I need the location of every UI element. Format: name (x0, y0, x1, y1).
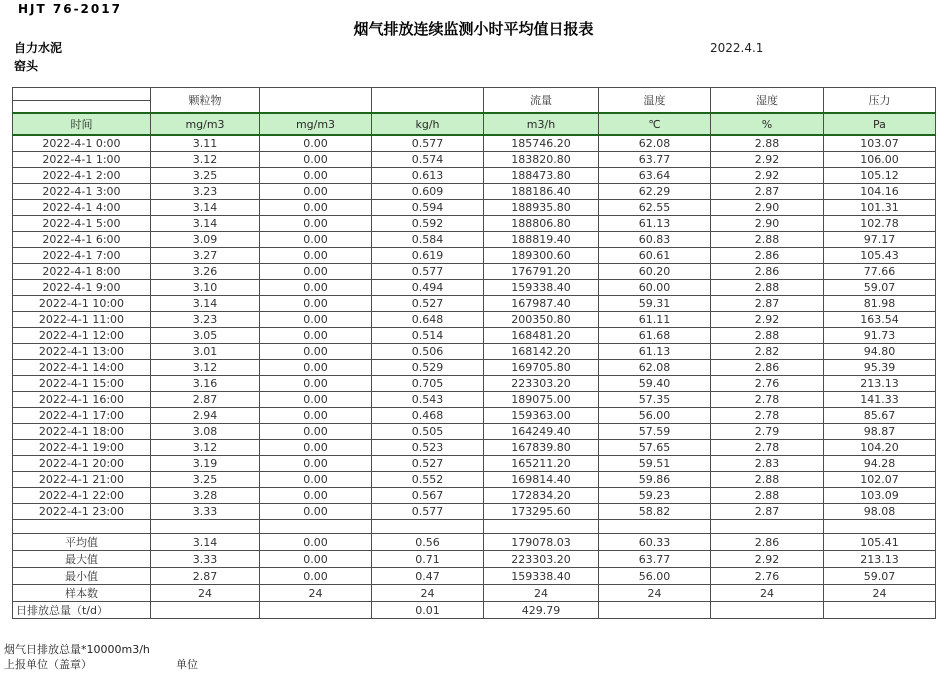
value-cell: 2.86 (711, 360, 824, 376)
value-cell: 0.00 (260, 296, 372, 312)
value-cell (599, 520, 711, 534)
flue-gas-total-note: 烟气日排放总量*10000m3/h (4, 643, 150, 656)
row-label-cell: 平均值 (13, 534, 151, 551)
value-cell: 188819.40 (484, 232, 599, 248)
value-cell: 60.83 (599, 232, 711, 248)
hourly-data-row (13, 424, 936, 440)
value-cell: 59.40 (599, 376, 711, 392)
value-cell: 81.98 (824, 296, 936, 312)
value-cell: 102.78 (824, 216, 936, 232)
value-cell: 172834.20 (484, 488, 599, 504)
value-cell: 59.07 (824, 280, 936, 296)
value-cell: 0.609 (372, 184, 484, 200)
hourly-data-row (13, 248, 936, 264)
value-cell: 0.00 (260, 344, 372, 360)
col-group-blank-2 (372, 88, 484, 114)
row-label-cell: 2022-4-1 4:00 (13, 200, 151, 216)
value-cell: 188186.40 (484, 184, 599, 200)
row-label-cell: 最小值 (13, 568, 151, 585)
value-cell: 185746.20 (484, 135, 599, 152)
value-cell: 60.00 (599, 280, 711, 296)
value-cell: 2.86 (711, 248, 824, 264)
value-cell: 0.594 (372, 200, 484, 216)
value-cell: 188806.80 (484, 216, 599, 232)
value-cell: 97.17 (824, 232, 936, 248)
value-cell: 105.41 (824, 534, 936, 551)
value-cell: 213.13 (824, 376, 936, 392)
value-cell: 77.66 (824, 264, 936, 280)
value-cell: 159338.40 (484, 568, 599, 585)
group-header-row (13, 88, 936, 101)
value-cell: 2.86 (711, 534, 824, 551)
value-cell (151, 520, 260, 534)
value-cell: 0.00 (260, 168, 372, 184)
value-cell: 2.92 (711, 168, 824, 184)
value-cell: 169705.80 (484, 360, 599, 376)
unit-pa: Pa (824, 113, 936, 135)
header-spacer-top-cell (13, 88, 151, 101)
value-cell: 3.14 (151, 296, 260, 312)
monitoring-data-table (12, 87, 936, 619)
row-label-cell: 样本数 (13, 585, 151, 602)
value-cell: 24 (260, 585, 372, 602)
summary-row (13, 551, 936, 568)
value-cell: 0.00 (260, 440, 372, 456)
hourly-data-row (13, 504, 936, 520)
hourly-data-row (13, 280, 936, 296)
value-cell: 0.00 (260, 248, 372, 264)
row-label-cell: 2022-4-1 23:00 (13, 504, 151, 520)
value-cell: 3.28 (151, 488, 260, 504)
value-cell: 91.73 (824, 328, 936, 344)
hourly-data-row (13, 168, 936, 184)
value-cell: 0.00 (260, 360, 372, 376)
value-cell: 3.23 (151, 184, 260, 200)
value-cell (824, 520, 936, 534)
hourly-data-row (13, 312, 936, 328)
value-cell: 2.88 (711, 135, 824, 152)
hourly-data-row (13, 488, 936, 504)
value-cell: 163.54 (824, 312, 936, 328)
value-cell: 57.65 (599, 440, 711, 456)
value-cell (711, 520, 824, 534)
row-label-cell: 2022-4-1 2:00 (13, 168, 151, 184)
value-cell: 2.82 (711, 344, 824, 360)
value-cell: 2.92 (711, 152, 824, 168)
hourly-data-row (13, 328, 936, 344)
value-cell: 0.00 (260, 312, 372, 328)
value-cell (599, 602, 711, 619)
value-cell: 2.86 (711, 264, 824, 280)
value-cell: 189300.60 (484, 248, 599, 264)
value-cell: 0.56 (372, 534, 484, 551)
value-cell: 62.55 (599, 200, 711, 216)
value-cell: 2.83 (711, 456, 824, 472)
row-label-cell: 日排放总量（t/d） (13, 602, 151, 619)
value-cell: 0.00 (260, 232, 372, 248)
value-cell: 2.76 (711, 376, 824, 392)
value-cell: 0.527 (372, 296, 484, 312)
value-cell: 2.76 (711, 568, 824, 585)
value-cell: 63.64 (599, 168, 711, 184)
value-cell: 200350.80 (484, 312, 599, 328)
value-cell: 213.13 (824, 551, 936, 568)
value-cell: 2.78 (711, 408, 824, 424)
value-cell: 3.25 (151, 168, 260, 184)
value-cell (484, 520, 599, 534)
value-cell: 94.80 (824, 344, 936, 360)
value-cell: 2.79 (711, 424, 824, 440)
value-cell: 0.00 (260, 152, 372, 168)
value-cell: 168481.20 (484, 328, 599, 344)
value-cell: 0.514 (372, 328, 484, 344)
value-cell: 62.29 (599, 184, 711, 200)
standard-code: HJT 76-2017 (18, 2, 122, 16)
value-cell: 104.20 (824, 440, 936, 456)
value-cell: 168142.20 (484, 344, 599, 360)
value-cell: 2.94 (151, 408, 260, 424)
hourly-data-row (13, 344, 936, 360)
value-cell: 2.78 (711, 392, 824, 408)
value-cell: 0.00 (260, 456, 372, 472)
value-cell: 0.00 (260, 534, 372, 551)
value-cell (260, 602, 372, 619)
value-cell: 105.43 (824, 248, 936, 264)
value-cell: 0.577 (372, 135, 484, 152)
value-cell: 0.552 (372, 472, 484, 488)
value-cell: 2.87 (711, 184, 824, 200)
value-cell: 169814.40 (484, 472, 599, 488)
summary-row (13, 534, 936, 551)
value-cell: 57.35 (599, 392, 711, 408)
value-cell: 56.00 (599, 408, 711, 424)
value-cell: 59.07 (824, 568, 936, 585)
row-label-cell: 2022-4-1 20:00 (13, 456, 151, 472)
value-cell: 0.00 (260, 280, 372, 296)
unit-percent: % (711, 113, 824, 135)
value-cell: 0.00 (260, 184, 372, 200)
value-cell: 3.14 (151, 200, 260, 216)
row-label-cell: 2022-4-1 10:00 (13, 296, 151, 312)
hourly-data-row (13, 456, 936, 472)
value-cell: 0.592 (372, 216, 484, 232)
unit-kg-h: kg/h (372, 113, 484, 135)
row-label-cell: 2022-4-1 11:00 (13, 312, 151, 328)
value-cell: 0.00 (260, 408, 372, 424)
value-cell: 3.08 (151, 424, 260, 440)
value-cell: 24 (151, 585, 260, 602)
value-cell: 3.05 (151, 328, 260, 344)
value-cell: 2.87 (151, 568, 260, 585)
value-cell: 63.77 (599, 152, 711, 168)
value-cell: 60.20 (599, 264, 711, 280)
value-cell: 0.648 (372, 312, 484, 328)
hourly-data-row (13, 152, 936, 168)
row-label-cell: 2022-4-1 17:00 (13, 408, 151, 424)
value-cell: 141.33 (824, 392, 936, 408)
value-cell: 3.27 (151, 248, 260, 264)
value-cell: 24 (484, 585, 599, 602)
value-cell: 0.527 (372, 456, 484, 472)
value-cell: 2.87 (711, 504, 824, 520)
value-cell: 159338.40 (484, 280, 599, 296)
value-cell: 58.82 (599, 504, 711, 520)
value-cell: 189075.00 (484, 392, 599, 408)
value-cell: 0.494 (372, 280, 484, 296)
value-cell: 429.79 (484, 602, 599, 619)
value-cell: 176791.20 (484, 264, 599, 280)
row-label-cell: 2022-4-1 21:00 (13, 472, 151, 488)
value-cell: 164249.40 (484, 424, 599, 440)
hourly-data-row (13, 264, 936, 280)
value-cell: 61.13 (599, 216, 711, 232)
row-label-cell: 2022-4-1 19:00 (13, 440, 151, 456)
value-cell: 0.00 (260, 472, 372, 488)
value-cell: 24 (824, 585, 936, 602)
unit-mg-m3-1: mg/m3 (151, 113, 260, 135)
value-cell: 105.12 (824, 168, 936, 184)
value-cell: 3.14 (151, 534, 260, 551)
row-label-cell: 2022-4-1 1:00 (13, 152, 151, 168)
hourly-data-row (13, 472, 936, 488)
time-column-header: 时间 (13, 113, 151, 135)
row-label-cell: 2022-4-1 14:00 (13, 360, 151, 376)
value-cell: 3.25 (151, 472, 260, 488)
hourly-data-row (13, 200, 936, 216)
value-cell: 0.00 (260, 376, 372, 392)
row-label-cell: 2022-4-1 5:00 (13, 216, 151, 232)
value-cell: 0.619 (372, 248, 484, 264)
reporting-unit-label: 上报单位（盖章） (4, 658, 92, 671)
value-cell: 2.88 (711, 488, 824, 504)
unit-label: 单位 (176, 658, 198, 671)
row-label-cell: 2022-4-1 0:00 (13, 135, 151, 152)
value-cell: 0.00 (260, 551, 372, 568)
hourly-data-row (13, 232, 936, 248)
report-title: 烟气排放连续监测小时平均值日报表 (353, 20, 594, 38)
summary-row (13, 585, 936, 602)
value-cell: 24 (599, 585, 711, 602)
value-cell: 179078.03 (484, 534, 599, 551)
summary-row (13, 602, 936, 619)
value-cell: 0.705 (372, 376, 484, 392)
value-cell: 0.529 (372, 360, 484, 376)
value-cell: 2.92 (711, 551, 824, 568)
value-cell: 59.86 (599, 472, 711, 488)
col-group-temperature: 温度 (599, 88, 711, 114)
col-group-flow: 流量 (484, 88, 599, 114)
value-cell: 159363.00 (484, 408, 599, 424)
unit-mg-m3-2: mg/m3 (260, 113, 372, 135)
value-cell: 0.506 (372, 344, 484, 360)
value-cell: 0.00 (260, 424, 372, 440)
value-cell: 223303.20 (484, 551, 599, 568)
row-label-cell: 2022-4-1 18:00 (13, 424, 151, 440)
value-cell: 167839.80 (484, 440, 599, 456)
value-cell: 0.00 (260, 488, 372, 504)
value-cell: 3.19 (151, 456, 260, 472)
spacer-row (13, 520, 936, 534)
hourly-data-row (13, 408, 936, 424)
hourly-data-row (13, 184, 936, 200)
value-cell: 62.08 (599, 360, 711, 376)
hourly-data-row (13, 392, 936, 408)
hourly-data-row (13, 296, 936, 312)
value-cell: 173295.60 (484, 504, 599, 520)
row-label-cell (13, 520, 151, 534)
row-label-cell: 2022-4-1 3:00 (13, 184, 151, 200)
value-cell: 103.09 (824, 488, 936, 504)
value-cell: 24 (372, 585, 484, 602)
hourly-data-row (13, 135, 936, 152)
value-cell: 0.00 (260, 504, 372, 520)
value-cell: 57.59 (599, 424, 711, 440)
value-cell: 2.88 (711, 232, 824, 248)
row-label-cell: 2022-4-1 7:00 (13, 248, 151, 264)
value-cell: 0.505 (372, 424, 484, 440)
value-cell: 59.51 (599, 456, 711, 472)
value-cell: 0.574 (372, 152, 484, 168)
value-cell (711, 602, 824, 619)
value-cell: 85.67 (824, 408, 936, 424)
value-cell: 61.68 (599, 328, 711, 344)
value-cell: 0.00 (260, 328, 372, 344)
hourly-data-row (13, 360, 936, 376)
value-cell: 188473.80 (484, 168, 599, 184)
value-cell: 3.33 (151, 551, 260, 568)
row-label-cell: 2022-4-1 22:00 (13, 488, 151, 504)
value-cell: 98.08 (824, 504, 936, 520)
value-cell: 3.12 (151, 440, 260, 456)
value-cell: 56.00 (599, 568, 711, 585)
value-cell: 3.09 (151, 232, 260, 248)
value-cell: 0.468 (372, 408, 484, 424)
value-cell: 101.31 (824, 200, 936, 216)
row-label-cell: 2022-4-1 8:00 (13, 264, 151, 280)
row-label-cell: 2022-4-1 6:00 (13, 232, 151, 248)
hourly-data-row (13, 376, 936, 392)
value-cell: 3.11 (151, 135, 260, 152)
value-cell: 3.16 (151, 376, 260, 392)
value-cell: 0.577 (372, 264, 484, 280)
value-cell: 165211.20 (484, 456, 599, 472)
value-cell: 102.07 (824, 472, 936, 488)
header-spacer-bottom-cell (13, 101, 151, 114)
value-cell: 3.14 (151, 216, 260, 232)
value-cell: 3.12 (151, 360, 260, 376)
value-cell: 2.88 (711, 280, 824, 296)
value-cell: 0.543 (372, 392, 484, 408)
value-cell (151, 602, 260, 619)
value-cell: 2.78 (711, 440, 824, 456)
value-cell: 2.88 (711, 472, 824, 488)
value-cell: 0.613 (372, 168, 484, 184)
value-cell: 60.33 (599, 534, 711, 551)
row-label-cell: 2022-4-1 13:00 (13, 344, 151, 360)
value-cell: 0.00 (260, 200, 372, 216)
value-cell (260, 520, 372, 534)
unit-celsius: ℃ (599, 113, 711, 135)
value-cell: 95.39 (824, 360, 936, 376)
value-cell: 94.28 (824, 456, 936, 472)
value-cell: 0.71 (372, 551, 484, 568)
value-cell: 183820.80 (484, 152, 599, 168)
unit-m3-h: m3/h (484, 113, 599, 135)
value-cell: 3.33 (151, 504, 260, 520)
row-label-cell: 2022-4-1 16:00 (13, 392, 151, 408)
value-cell: 2.90 (711, 200, 824, 216)
value-cell: 98.87 (824, 424, 936, 440)
value-cell: 0.523 (372, 440, 484, 456)
value-cell: 59.31 (599, 296, 711, 312)
value-cell: 3.10 (151, 280, 260, 296)
value-cell: 2.88 (711, 328, 824, 344)
value-cell: 61.11 (599, 312, 711, 328)
value-cell: 0.577 (372, 504, 484, 520)
value-cell: 2.92 (711, 312, 824, 328)
unit-header-row (13, 113, 936, 135)
value-cell: 0.47 (372, 568, 484, 585)
col-group-blank-1 (260, 88, 372, 114)
value-cell: 59.23 (599, 488, 711, 504)
hourly-data-row (13, 216, 936, 232)
value-cell (824, 602, 936, 619)
value-cell: 62.08 (599, 135, 711, 152)
col-group-particulate: 颗粒物 (151, 88, 260, 114)
value-cell: 188935.80 (484, 200, 599, 216)
value-cell (372, 520, 484, 534)
value-cell: 106.00 (824, 152, 936, 168)
value-cell: 24 (711, 585, 824, 602)
value-cell: 0.584 (372, 232, 484, 248)
value-cell: 0.01 (372, 602, 484, 619)
value-cell: 61.13 (599, 344, 711, 360)
value-cell: 223303.20 (484, 376, 599, 392)
hourly-data-row (13, 440, 936, 456)
value-cell: 103.07 (824, 135, 936, 152)
row-label-cell: 2022-4-1 12:00 (13, 328, 151, 344)
value-cell: 3.23 (151, 312, 260, 328)
report-date: 2022.4.1 (710, 41, 764, 55)
value-cell: 3.26 (151, 264, 260, 280)
summary-row (13, 568, 936, 585)
value-cell: 167987.40 (484, 296, 599, 312)
company-name: 自力水泥 (14, 41, 63, 55)
monitor-point-name: 窑头 (14, 59, 39, 73)
row-label-cell: 最大值 (13, 551, 151, 568)
value-cell: 2.87 (711, 296, 824, 312)
value-cell: 2.90 (711, 216, 824, 232)
value-cell: 104.16 (824, 184, 936, 200)
row-label-cell: 2022-4-1 9:00 (13, 280, 151, 296)
col-group-humidity: 湿度 (711, 88, 824, 114)
value-cell: 3.01 (151, 344, 260, 360)
value-cell: 60.61 (599, 248, 711, 264)
value-cell: 0.00 (260, 216, 372, 232)
value-cell: 0.00 (260, 392, 372, 408)
col-group-pressure: 压力 (824, 88, 936, 114)
row-label-cell: 2022-4-1 15:00 (13, 376, 151, 392)
value-cell: 0.00 (260, 135, 372, 152)
value-cell: 0.567 (372, 488, 484, 504)
value-cell: 63.77 (599, 551, 711, 568)
value-cell: 0.00 (260, 568, 372, 585)
value-cell: 2.87 (151, 392, 260, 408)
value-cell: 0.00 (260, 264, 372, 280)
value-cell: 3.12 (151, 152, 260, 168)
